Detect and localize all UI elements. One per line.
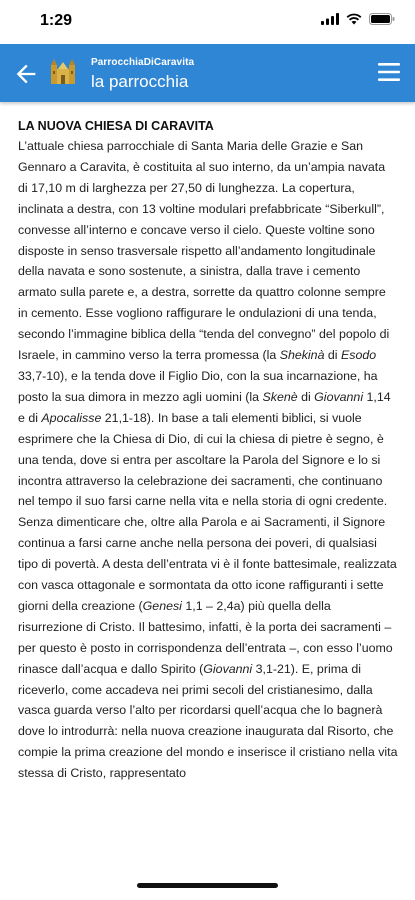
article-text: di [324,348,341,363]
status-icons [321,13,395,25]
article-reference: Skenè [262,389,298,404]
article-title: LA NUOVA CHIESA DI CARAVITA [18,119,214,133]
article-content [18,116,398,864]
signal-icon [321,13,339,25]
article-text: di [297,389,315,404]
wifi-icon [346,13,362,25]
article-reference: Giovanni [314,389,364,404]
church-logo-icon [48,57,78,87]
battery-icon [369,13,395,25]
article-text: L’attuale chiesa parrocchiale di Santa Maria delle Grazie e San Gennaro a Caravita, è costituita al suo interno, da un’ampia navata di 17,10 m di larghezza per 27,50 di lunghezza. La copertura, inclinata a destra, con 13 voltine modulari prefabbricate “Siberkull”, convesse all’interno e concave verso il cielo. Queste voltine sono disposte in senso trasversale rispetto all’andamento longitudinale della navata e sono sostenute, a sinistra, dalla trave i cemento armato sulla parete e, a destra, sorrette da quattro colonne sempre in cemento. Esse vogliono raffigurare le ondulazioni di una tenda, secondo l’immagine biblica della “tenda del convegno” del popolo di Israele, in cammino verso la terra promessa (la [18,139,390,363]
article-text: 1,14 e di [18,389,391,425]
status-time: 1:29 [40,12,73,29]
home-indicator[interactable] [137,883,278,888]
article-text: 1,1 – 2,4a) più quella della risurrezione di Cristo. Il battesimo, infatti, è la porta dei sacramenti – per questo è posto in corrispondenza dell’entrata –, con esso l’uomo rinasce dall’acqua e dallo Spirito ( [18,598,393,676]
article-body [18,136,398,784]
app-subtitle: ParrocchiaDiCaravita [91,57,195,68]
status-bar [0,0,415,44]
back-arrow-icon[interactable] [12,60,40,88]
hamburger-menu-icon[interactable] [377,61,401,83]
article-reference: Shekinà [279,348,325,363]
app-bar [0,44,415,102]
article-reference: Apocalisse [41,410,102,425]
article-text: 33,7-10), e la tenda dove il Figlio Dio, con la sua incarnazione, ha posto la sua dimora in mezzo agli uomini (la [18,368,378,404]
article-reference: Genesi [142,598,182,613]
page-title: la parrocchia [91,72,189,91]
article-text: 21,1-18). In base a tali elementi biblici, si vuole esprimere che la Chiesa di Dio, di cui la chiesa di pietre è segno, è una tenda, dove si entra per ascoltare la Parola del Signore e lo si incontra attraverso la celebrazione dei sacramenti, che continuano nel tempo il suo farsi carne nella vita e nella storia di ogni credente. Senza dimenticare che, oltre alla Parola e ai Sacramenti, il Signore continua a farsi carne anche nella persona dei poveri, di qualsiasi tipo di povertà. A desta dell’entrata vi è il fonte battesimale, realizzata con vasca ottagonale e sormontata da otto icone raffiguranti i sette giorni della creazione ( [18,410,397,613]
article-reference: Esodo [341,348,377,363]
article-text: 3,1-21). E, prima di riceverlo, come accadeva nei primi secoli del cristianesimo, dalla vasca guarda verso l’alto per ricordarsi quell’acqua che lo bagnerà dove lo introdurrà: nella nuova creazione inaugurata dal Risorto, che compie la prima creazione del mondo e inserisce il cristiano nella vita stessa di Cristo, rappresentato [18,661,398,781]
article-reference: Giovanni [203,661,253,676]
